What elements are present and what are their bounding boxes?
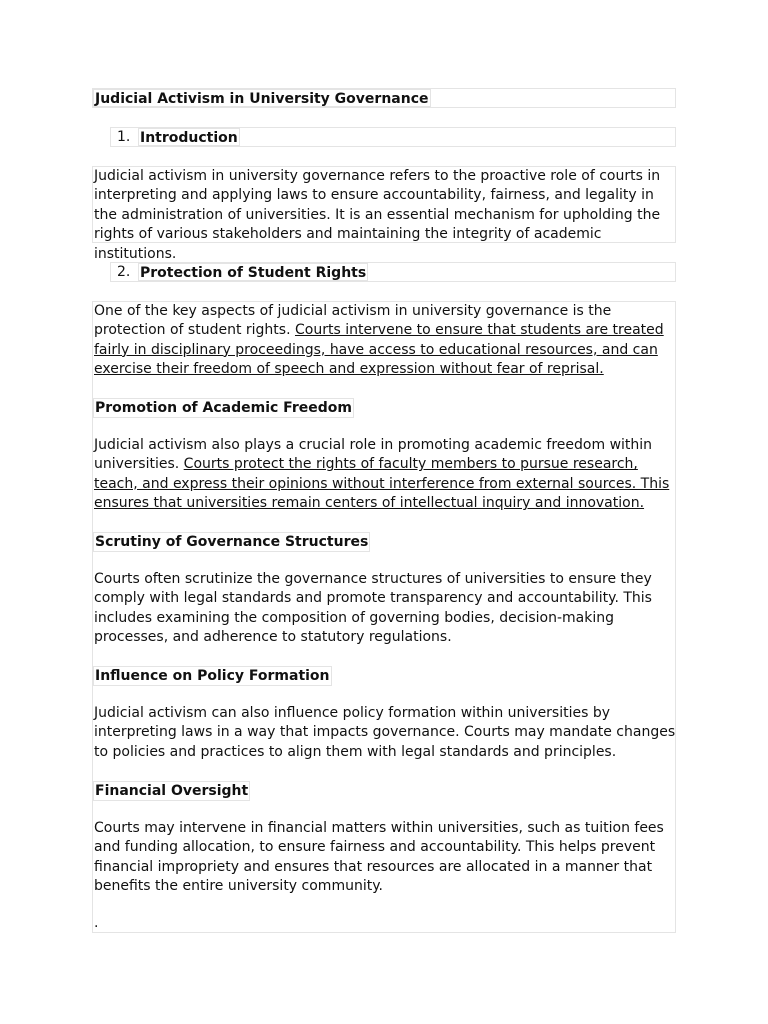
heading-governance-structures: Scrutiny of Governance Structures [95,534,369,550]
section-heading-student-rights: Protection of Student Rights [140,265,367,281]
heading-financial-oversight: Financial Oversight [95,783,249,799]
section-heading-row-introduction [110,127,676,147]
policy-formation-paragraph: Judicial activism can also influence policy formation within universities by interpreting laws in a way that impacts governance. Courts may mandate changes to policies and practices to align them with legal standards and principles. [94,705,676,760]
academic-freedom-text: Judicial activism also plays a crucial role in promoting academic freedom within universities. [94,437,653,473]
student-rights-underlined-text: Courts intervene to ensure that students are treated fairly in disciplinary proceedings, have access to educational resources, and can exercise their freedom of speech and expression without fear of reprisal. [94,322,664,378]
section-number: 2. [117,264,131,280]
heading-policy-formation: Influence on Policy Formation [95,668,330,684]
academic-freedom-underlined-text: Courts protect the rights of faculty members to pursue research, teach, and express their opinions without interference from external sources. This ensures that universities remain centers of intellectual inquiry and innovation. [94,456,670,512]
document-body-block [92,301,676,933]
document-title: Judicial Activism in University Governance [95,91,429,107]
academic-freedom-paragraph [93,436,677,514]
section-heading-row-student-rights [110,262,676,282]
student-rights-text: One of the key aspects of judicial activism in university governance is the protection of student rights. [94,303,612,339]
introduction-paragraph: Judicial activism in university governance refers to the proactive role of courts in interpreting and applying laws to ensure accountability, fairness, and legality in the administration of universities. It is an essential mechanism for upholding the rights of various stakeholders and maintaining the integrity of academic institutions. [92,166,676,243]
governance-structures-paragraph: Courts often scrutinize the governance structures of universities to ensure they comply with legal standards and promote transparency and accountability. This includes examining the composition of governing bodies, decision-making processes, and adherence to statutory regulations. [94,571,652,646]
student-rights-paragraph [93,302,677,380]
section-number: 1. [117,129,131,145]
heading-academic-freedom: Promotion of Academic Freedom [95,400,352,416]
section-heading-introduction: Introduction [140,130,238,146]
trailing-mark: . [94,915,99,931]
financial-oversight-paragraph: Courts may intervene in financial matters within universities, such as tuition fees and funding allocation, to ensure fairness and accountability. This helps prevent financial impropriety and ensures that resources are allocated in a manner that benefits the entire university community. [94,820,664,895]
document-title-row [92,88,676,108]
